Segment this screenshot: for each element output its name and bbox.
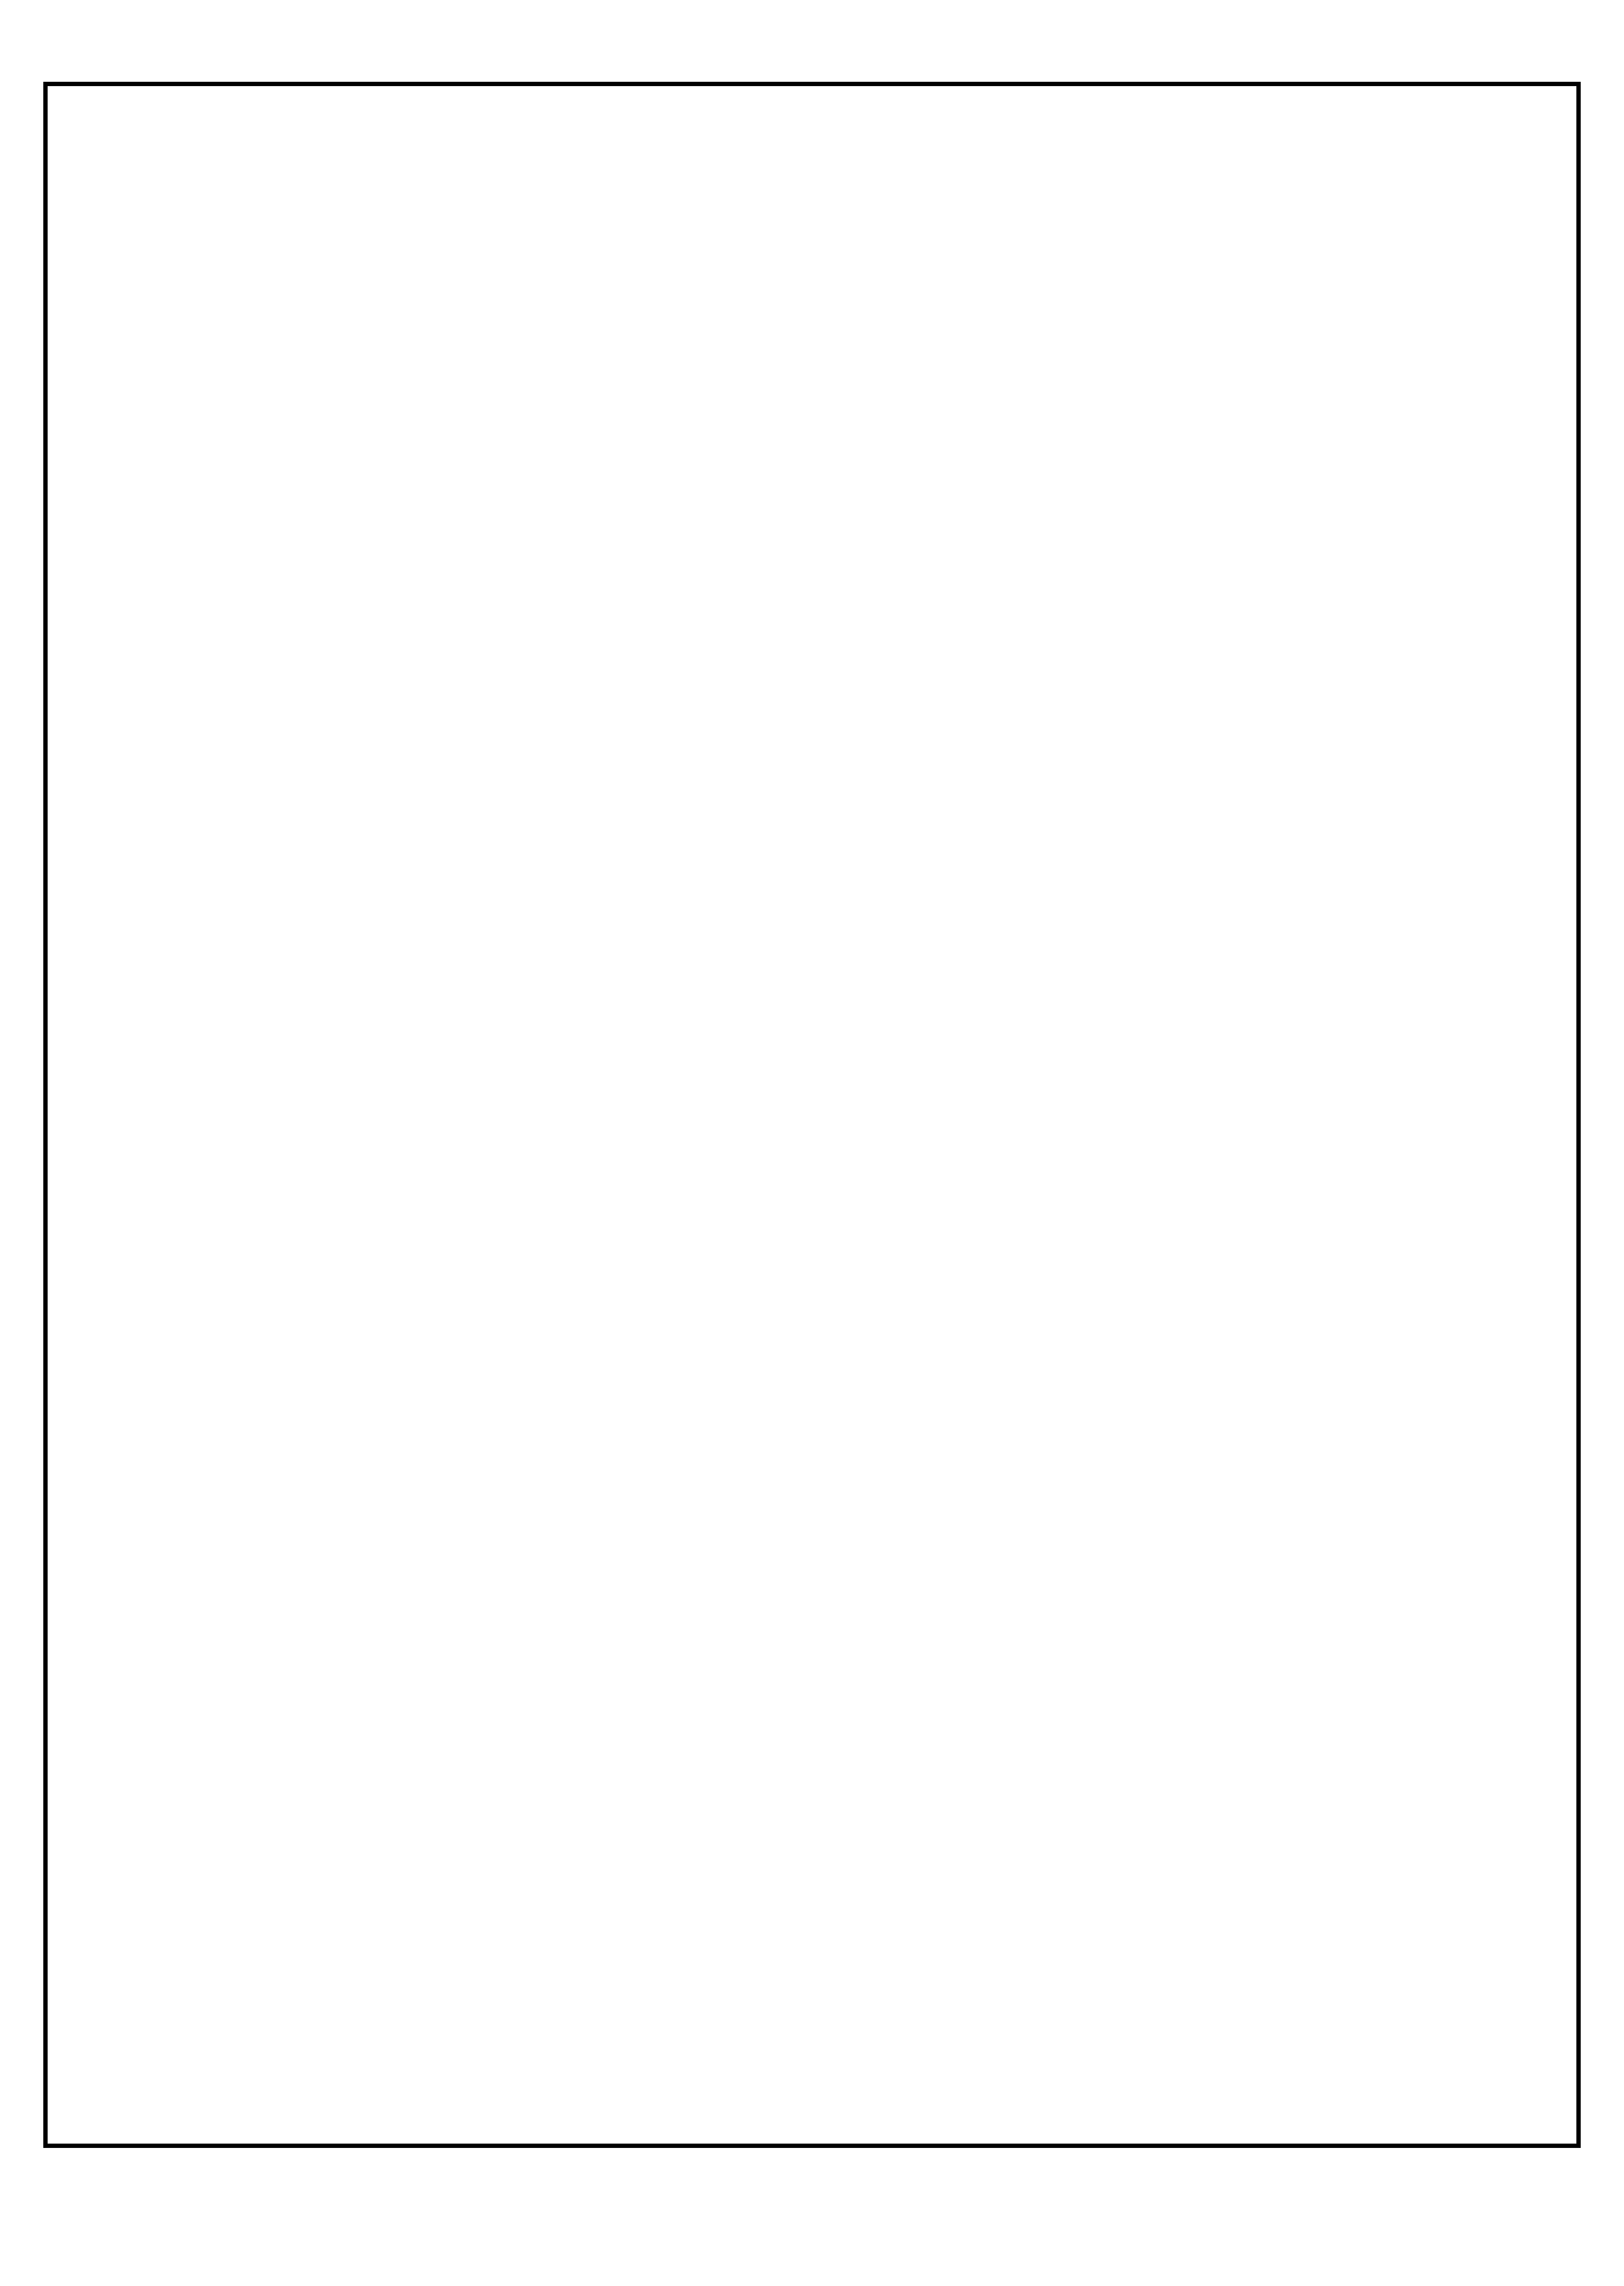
page-header — [29, 28, 1595, 81]
page-frame — [43, 82, 1581, 2148]
